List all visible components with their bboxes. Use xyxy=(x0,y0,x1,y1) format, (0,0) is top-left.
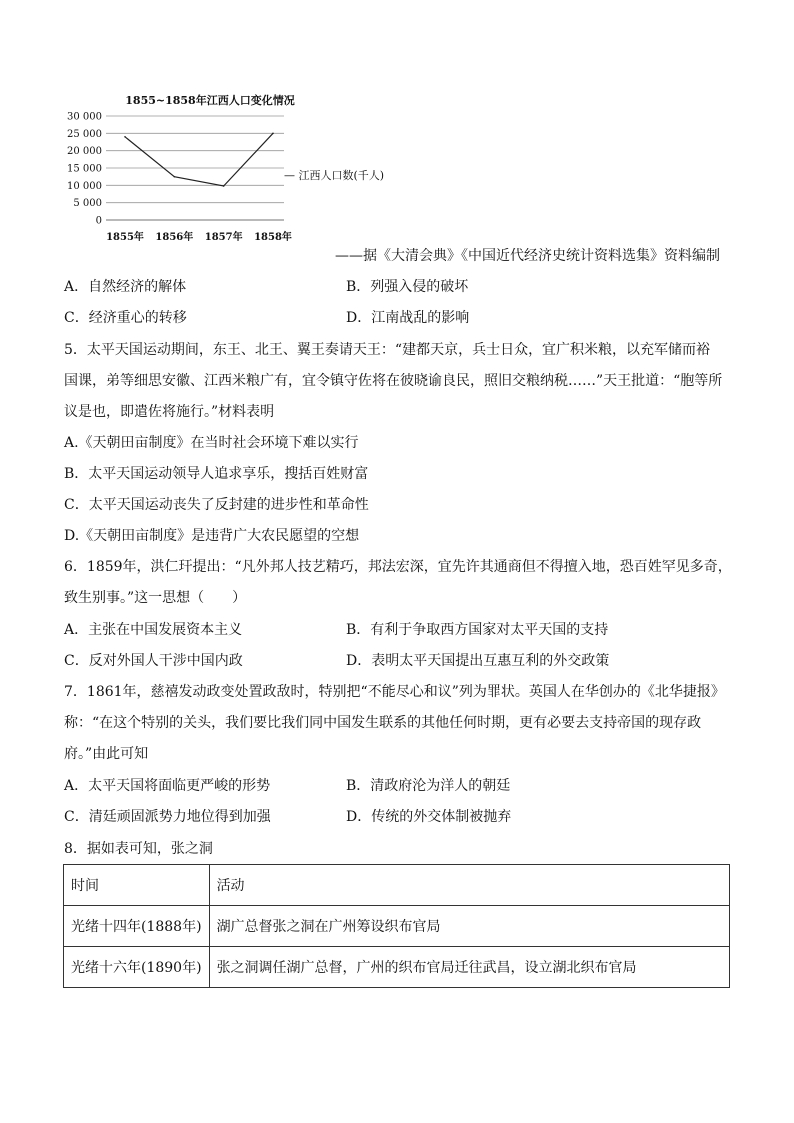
q6-option-c: C．反对外国人干涉中国内政 xyxy=(64,653,243,669)
table-row xyxy=(64,906,730,947)
q7-option-d: D．传统的外交体制被抛弃 xyxy=(346,809,512,825)
y-tick-label: 15 000 xyxy=(67,163,102,175)
q7-stem-line-2: 称：“在这个特别的关头，我们要比我们同中国发生联系的其他任何时期，更有必要去支持帝国的现存政 xyxy=(64,715,702,731)
q6-option-a: A．主张在中国发展资本主义 xyxy=(64,622,243,638)
x-tick-labels xyxy=(106,230,292,243)
q4-option-d: D．江南战乱的影响 xyxy=(346,310,470,326)
y-tick-labels xyxy=(67,112,102,227)
q4-option-b: B．列强入侵的破坏 xyxy=(346,279,469,295)
chart-title: 1855~1858年江西人口变化情况 xyxy=(125,94,295,107)
x-tick-label: 1858年 xyxy=(254,232,292,243)
y-tick-label: 25 000 xyxy=(67,128,102,140)
q6-stem-line-1: 6．1859年，洪仁玕提出：“凡外邦人技艺精巧，邦法宏深，宜先许其通商但不得擅入地，恐百姓罕见多奇， xyxy=(64,559,732,575)
y-tick-label: 20 000 xyxy=(67,146,102,158)
x-tick-label: 1855年 xyxy=(106,232,144,243)
x-tick-label: 1856年 xyxy=(155,232,194,243)
q5-option-c: C．太平天国运动丧失了反封建的进步性和革命性 xyxy=(64,497,369,513)
q6-option-d: D．表明太平天国提出互惠互利的外交政策 xyxy=(346,653,610,669)
series-points xyxy=(124,133,274,187)
series-line-jiangxi-population xyxy=(125,133,273,186)
q5-option-d: D.《天朝田亩制度》是违背广大农民愿望的空想 xyxy=(64,528,360,544)
q5-stem-line-2: 国课，弟等细思安徽、江西米粮广有，宜令镇守佐将在彼晓谕良民，照旧交粮纳税……”天王批道：“胞等所 xyxy=(64,373,723,389)
y-tick-label: 0 xyxy=(95,215,102,227)
table-cell-time: 光绪十四年(1888年) xyxy=(64,906,210,947)
x-tick-label: 1857年 xyxy=(204,232,243,243)
y-tick-label: 30 000 xyxy=(67,111,102,123)
y-tick-label: 10 000 xyxy=(67,180,102,192)
table-cell-activity: 湖广总督张之洞在广州筹设织布官局 xyxy=(209,906,729,947)
table-cell-time: 光绪十六年(1890年) xyxy=(64,947,210,988)
table-cell-activity: 张之洞调任湖广总督，广州的织布官局迁往武昌，设立湖北织布官局 xyxy=(209,947,729,988)
data-point xyxy=(124,136,126,138)
q6-option-b: B．有利于争取西方国家对太平天国的支持 xyxy=(346,622,609,638)
data-point xyxy=(174,176,176,178)
data-point xyxy=(272,133,274,135)
data-point xyxy=(223,185,225,187)
population-line-chart xyxy=(62,90,402,250)
q4-option-c: C．经济重心的转移 xyxy=(64,310,187,326)
chart-source-note: ——据《大清会典》《中国近代经济史统计资料选集》资料编制 xyxy=(335,248,720,264)
q5-stem-line-3: 议是也，即遣佐将施行。”材料表明 xyxy=(64,404,275,420)
q5-option-b: B．太平天国运动领导人追求享乐，搜括百姓财富 xyxy=(64,466,369,482)
table-row xyxy=(64,947,730,988)
q8-stem: 8．据如表可知，张之洞 xyxy=(64,841,213,857)
y-tick-label: 5 000 xyxy=(73,198,102,210)
chart-grid xyxy=(106,116,284,220)
q6-stem-line-2: 致生别事。”这一思想（ ） xyxy=(64,590,247,606)
q7-option-a: A．太平天国将面临更严峻的形势 xyxy=(64,778,271,794)
q7-option-c: C．清廷顽固派势力地位得到加强 xyxy=(64,809,271,825)
chart-legend: — 江西人口数(千人) xyxy=(284,169,385,182)
q5-stem-line-1: 5．太平天国运动期间，东王、北王、翼王奏请天王：“建都天京，兵士日众，宜广积米粮，以充军储而裕 xyxy=(64,342,711,358)
q7-option-b: B．清政府沦为洋人的朝廷 xyxy=(346,778,511,794)
q4-option-a: A．自然经济的解体 xyxy=(64,279,187,295)
table-header-activity: 活动 xyxy=(209,865,729,906)
q5-option-a: A.《天朝田亩制度》在当时社会环境下难以实行 xyxy=(64,435,359,451)
table-header-row xyxy=(64,865,730,906)
q8-activity-table xyxy=(63,864,730,988)
q7-stem-line-3: 府。”由此可知 xyxy=(64,746,149,762)
table-header-time: 时间 xyxy=(64,865,210,906)
q7-stem-line-1: 7．1861年，慈禧发动政变处置政敌时，特别把“不能尽心和议”列为罪状。英国人在华创办的《北华捷报》 xyxy=(64,684,725,700)
